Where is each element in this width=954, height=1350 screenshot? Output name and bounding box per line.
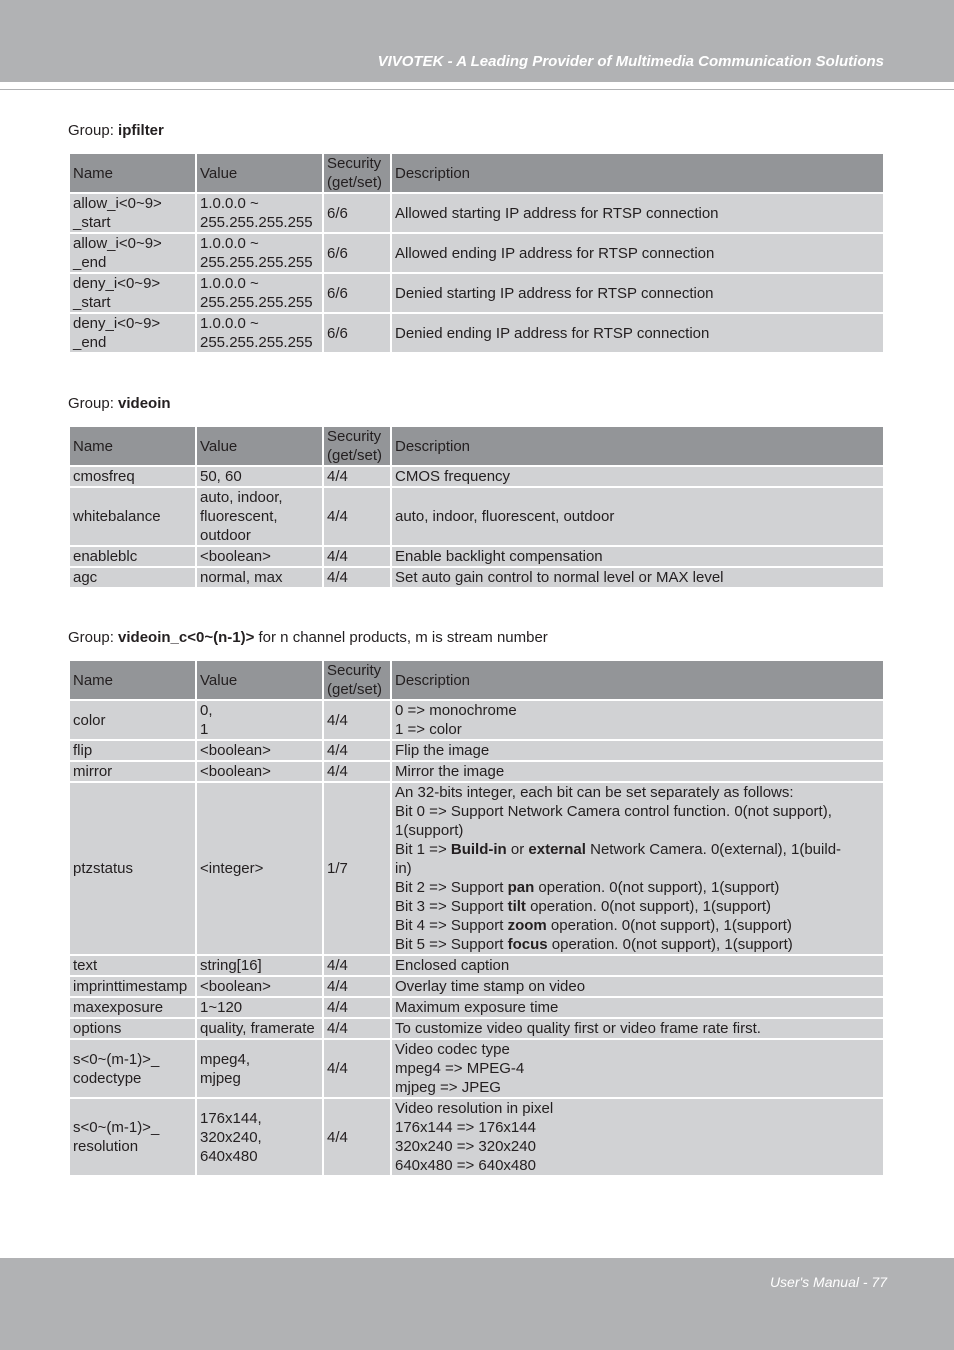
- param-security: 4/4: [324, 547, 390, 566]
- table-row: [70, 194, 883, 232]
- table-row: [70, 977, 883, 996]
- page-number: User's Manual - 77: [769, 1274, 887, 1290]
- cell-line: _end: [73, 334, 107, 351]
- table-row: [70, 762, 883, 781]
- videoin-table: [68, 425, 885, 589]
- cell-line: Maximum exposure time: [395, 999, 559, 1016]
- table-row: [70, 488, 883, 545]
- header-name: [70, 427, 195, 465]
- text-run: operation. 0(not support), 1(support): [546, 917, 792, 934]
- cell-line: 640x480: [200, 1147, 258, 1165]
- cell-line: 176x144,: [200, 1109, 262, 1127]
- param-name: [70, 488, 195, 545]
- text-run: Name: [73, 164, 114, 182]
- cell-line: <boolean>: [200, 763, 271, 780]
- cell-line: Enable backlight compensation: [395, 548, 603, 565]
- param-description: [392, 783, 883, 954]
- cell-line: s<0~(m-1)>_: [73, 1050, 160, 1068]
- header-security-line: (get/set): [327, 681, 383, 698]
- text-run: Name: [73, 671, 114, 689]
- cell-line: To customize video quality first or video frame rate first.: [395, 1020, 761, 1037]
- cell-line: normal, max: [200, 569, 283, 586]
- header-security-line: Security: [327, 155, 382, 172]
- param-security: 4/4: [324, 762, 390, 781]
- param-value: [197, 1040, 322, 1097]
- table-row: [70, 1099, 883, 1175]
- text-run: Group:: [68, 629, 119, 646]
- group-title-videoin-c: [68, 629, 548, 647]
- table-row: [70, 467, 883, 486]
- ipfilter-table: [68, 152, 885, 354]
- param-security: 4/4: [324, 977, 390, 996]
- param-value: [197, 234, 322, 272]
- cell-line: Allowed ending IP address for RTSP connection: [395, 244, 715, 262]
- cell-line: imprinttimestamp: [73, 978, 188, 995]
- param-name: [70, 547, 195, 566]
- cell-line: <boolean>: [200, 978, 271, 995]
- cell-line: deny_i<0~9>: [73, 315, 161, 332]
- bold-term: zoom: [507, 917, 547, 934]
- bold-term: pan: [507, 879, 535, 896]
- param-description: [392, 314, 883, 352]
- bold-term: external: [528, 841, 586, 858]
- text-run: operation. 0(not support), 1(support): [534, 879, 780, 896]
- param-value: [197, 274, 322, 312]
- param-description: [392, 1019, 883, 1038]
- cell-line: cmosfreq: [73, 468, 135, 485]
- cell-line: in): [395, 860, 412, 877]
- cell-line: s<0~(m-1)>_: [73, 1119, 160, 1136]
- table-row: [70, 701, 883, 739]
- text-run: Bit 3 => Support: [395, 898, 508, 915]
- videoin-c-table: [68, 659, 885, 1177]
- cell-line: [395, 840, 880, 859]
- param-security: 6/6: [324, 274, 390, 312]
- cell-line: 1(support): [395, 822, 464, 839]
- param-description: [392, 1040, 883, 1097]
- param-description: [392, 234, 883, 272]
- cell-line: resolution: [73, 1138, 139, 1155]
- text-run: Group:: [68, 395, 119, 412]
- cell-line: 1.0.0.0 ~: [200, 315, 259, 332]
- param-value: [197, 741, 322, 760]
- param-value: [197, 956, 322, 975]
- cell-line: 255.255.255.255: [200, 334, 313, 351]
- cell-line: <integer>: [200, 860, 264, 877]
- param-value: [197, 314, 322, 352]
- param-description: [392, 194, 883, 232]
- header-value: [197, 427, 322, 465]
- cell-line: Flip the image: [395, 742, 490, 759]
- cell-line: Video codec type: [395, 1041, 510, 1058]
- param-security: 6/6: [324, 234, 390, 272]
- header-security: [324, 154, 390, 192]
- table-row: [70, 547, 883, 566]
- cell-line: outdoor: [200, 527, 251, 544]
- param-security: 4/4: [324, 956, 390, 975]
- cell-line: mjpeg => JPEG: [395, 1079, 501, 1096]
- cell-line: flip: [73, 742, 93, 759]
- param-name: [70, 1019, 195, 1038]
- param-security: 4/4: [324, 1019, 390, 1038]
- param-description: [392, 762, 883, 781]
- header-value: [197, 154, 322, 192]
- param-security: 4/4: [324, 741, 390, 760]
- text-run: Bit 4 => Support: [395, 917, 508, 934]
- param-value: [197, 1019, 322, 1038]
- param-value: [197, 701, 322, 739]
- table-row: [70, 314, 883, 352]
- cell-line: quality, framerate: [200, 1020, 315, 1037]
- table-row: [70, 741, 883, 760]
- cell-line: _start: [73, 294, 111, 311]
- table-row: [70, 234, 883, 272]
- cell-line: 255.255.255.255: [200, 214, 313, 231]
- header-security-line: (get/set): [327, 174, 383, 191]
- param-security: 6/6: [324, 314, 390, 352]
- param-security: 6/6: [324, 194, 390, 232]
- table-header-row: [70, 661, 883, 699]
- cell-line: [395, 935, 880, 954]
- param-description: [392, 741, 883, 760]
- bold-term: focus: [507, 936, 548, 953]
- param-value: [197, 547, 322, 566]
- cell-line: Bit 0 => Support Network Camera control function. 0(not support),: [395, 803, 832, 820]
- param-name: [70, 467, 195, 486]
- cell-line: whitebalance: [73, 508, 161, 525]
- header-value: [197, 661, 322, 699]
- text-run: Description: [395, 671, 471, 689]
- cell-line: mjpeg: [200, 1069, 241, 1087]
- param-security: 4/4: [324, 701, 390, 739]
- param-security: 4/4: [324, 467, 390, 486]
- param-name: [70, 741, 195, 760]
- cell-line: auto, indoor,: [200, 489, 283, 506]
- text-run: Description: [395, 437, 471, 455]
- cell-line: fluorescent,: [200, 508, 278, 525]
- cell-line: options: [73, 1020, 122, 1037]
- cell-line: 1.0.0.0 ~: [200, 235, 259, 252]
- param-description: [392, 701, 883, 739]
- bold-term: tilt: [507, 898, 526, 915]
- group-title-ipfilter: [68, 122, 164, 140]
- bold-term: videoin: [118, 395, 171, 412]
- cell-line: 1~120: [200, 999, 243, 1016]
- text-run: for n channel products, m is stream number: [254, 629, 548, 646]
- cell-line: 640x480 => 640x480: [395, 1157, 536, 1174]
- param-name: [70, 1099, 195, 1175]
- cell-line: Mirror the image: [395, 763, 505, 780]
- table-row: [70, 1019, 883, 1038]
- param-name: [70, 956, 195, 975]
- param-description: [392, 998, 883, 1017]
- cell-line: <boolean>: [200, 548, 271, 565]
- param-name: [70, 568, 195, 587]
- text-run: Network Camera. 0(external), 1(build-: [585, 841, 842, 858]
- param-description: [392, 977, 883, 996]
- table-header-row: [70, 154, 883, 192]
- param-value: [197, 998, 322, 1017]
- cell-line: enableblc: [73, 548, 138, 565]
- cell-line: Set auto gain control to normal level or MAX level: [395, 569, 724, 586]
- cell-line: Denied ending IP address for RTSP connection: [395, 324, 710, 342]
- param-name: [70, 194, 195, 232]
- bold-term: ipfilter: [118, 122, 164, 139]
- param-name: [70, 274, 195, 312]
- cell-line: mirror: [73, 763, 113, 780]
- cell-line: 50, 60: [200, 468, 242, 485]
- param-name: [70, 1040, 195, 1097]
- text-run: Group:: [68, 122, 119, 139]
- table-header-row: [70, 427, 883, 465]
- header-security-line: Security: [327, 662, 382, 679]
- cell-line: auto, indoor, fluorescent, outdoor: [395, 508, 615, 525]
- header-security: [324, 427, 390, 465]
- param-description: [392, 956, 883, 975]
- cell-line: 1: [200, 721, 209, 738]
- text-run: Value: [200, 437, 238, 455]
- param-description: [392, 274, 883, 312]
- page-footer: [0, 1258, 954, 1350]
- param-value: [197, 783, 322, 954]
- text-run: Bit 2 => Support: [395, 879, 508, 896]
- param-name: [70, 998, 195, 1017]
- group-title-videoin: [68, 395, 171, 413]
- param-security: 4/4: [324, 1099, 390, 1175]
- param-name: [70, 977, 195, 996]
- cell-line: 176x144 => 176x144: [395, 1119, 536, 1136]
- cell-line: 320x240,: [200, 1128, 262, 1146]
- cell-line: 255.255.255.255: [200, 254, 313, 271]
- cell-line: 1 => color: [395, 721, 462, 738]
- cell-line: [395, 916, 880, 935]
- header-description: [392, 427, 883, 465]
- cell-line: 0,: [200, 702, 213, 719]
- header-name: [70, 661, 195, 699]
- cell-line: deny_i<0~9>: [73, 275, 161, 292]
- cell-line: ptzstatus: [73, 860, 134, 877]
- param-name: [70, 234, 195, 272]
- text-run: Value: [200, 671, 238, 689]
- cell-line: allow_i<0~9>: [73, 235, 162, 252]
- header-security: [324, 661, 390, 699]
- param-description: [392, 488, 883, 545]
- param-description: [392, 467, 883, 486]
- param-value: [197, 762, 322, 781]
- param-description: [392, 547, 883, 566]
- table-row: [70, 783, 883, 954]
- cell-line: <boolean>: [200, 742, 271, 759]
- param-security: 4/4: [324, 998, 390, 1017]
- param-value: [197, 467, 322, 486]
- cell-line: mpeg4 => MPEG-4: [395, 1060, 525, 1077]
- cell-line: CMOS frequency: [395, 468, 511, 485]
- cell-line: agc: [73, 569, 98, 586]
- param-value: [197, 977, 322, 996]
- param-description: [392, 1099, 883, 1175]
- cell-line: Video resolution in pixel: [395, 1100, 554, 1117]
- cell-line: An 32-bits integer, each bit can be set separately as follows:: [395, 784, 794, 801]
- param-description: [392, 568, 883, 587]
- cell-line: Allowed starting IP address for RTSP connection: [395, 204, 719, 222]
- cell-line: [395, 897, 880, 916]
- cell-line: Enclosed caption: [395, 957, 510, 974]
- cell-line: 255.255.255.255: [200, 294, 313, 311]
- cell-line: 1.0.0.0 ~: [200, 195, 259, 212]
- text-run: Description: [395, 164, 471, 182]
- cell-line: 0 => monochrome: [395, 702, 517, 719]
- cell-line: string[16]: [200, 957, 262, 974]
- table-row: [70, 998, 883, 1017]
- cell-line: [395, 878, 880, 897]
- cell-line: Overlay time stamp on video: [395, 978, 586, 995]
- table-row: [70, 956, 883, 975]
- cell-line: 1.0.0.0 ~: [200, 275, 259, 292]
- cell-line: allow_i<0~9>: [73, 195, 162, 212]
- param-value: [197, 194, 322, 232]
- bold-term: Build-in: [450, 841, 507, 858]
- param-value: [197, 1099, 322, 1175]
- bold-term: videoin_c<0~(n-1)>: [118, 629, 255, 646]
- header-title: VIVOTEK - A Leading Provider of Multimedia Communication Solutions: [377, 53, 884, 70]
- param-name: [70, 762, 195, 781]
- page-header: [0, 0, 954, 82]
- cell-line: _end: [73, 254, 107, 271]
- param-security: 4/4: [324, 488, 390, 545]
- header-divider: [0, 89, 954, 90]
- param-security: 1/7: [324, 783, 390, 954]
- cell-line: 320x240 => 320x240: [395, 1138, 536, 1155]
- param-name: [70, 314, 195, 352]
- header-name: [70, 154, 195, 192]
- text-run: operation. 0(not support), 1(support): [525, 898, 772, 915]
- text-run: or: [506, 841, 529, 858]
- header-description: [392, 154, 883, 192]
- param-value: [197, 488, 322, 545]
- cell-line: _start: [73, 214, 111, 231]
- param-name: [70, 783, 195, 954]
- param-security: 4/4: [324, 1040, 390, 1097]
- text-run: Bit 5 => Support: [395, 936, 508, 953]
- cell-line: codectype: [73, 1069, 142, 1087]
- header-security-line: Security: [327, 428, 382, 445]
- cell-line: maxexposure: [73, 999, 164, 1016]
- cell-line: color: [73, 711, 106, 729]
- text-run: Value: [200, 164, 238, 182]
- header-security-line: (get/set): [327, 447, 383, 464]
- text-run: operation. 0(not support), 1(support): [547, 936, 793, 953]
- cell-line: Denied starting IP address for RTSP connection: [395, 284, 714, 302]
- table-row: [70, 568, 883, 587]
- text-run: Bit 1 =>: [395, 841, 451, 858]
- param-name: [70, 701, 195, 739]
- text-run: Name: [73, 437, 114, 455]
- cell-line: text: [73, 957, 98, 974]
- param-security: 4/4: [324, 568, 390, 587]
- param-value: [197, 568, 322, 587]
- cell-line: mpeg4,: [200, 1050, 251, 1068]
- table-row: [70, 274, 883, 312]
- table-row: [70, 1040, 883, 1097]
- header-description: [392, 661, 883, 699]
